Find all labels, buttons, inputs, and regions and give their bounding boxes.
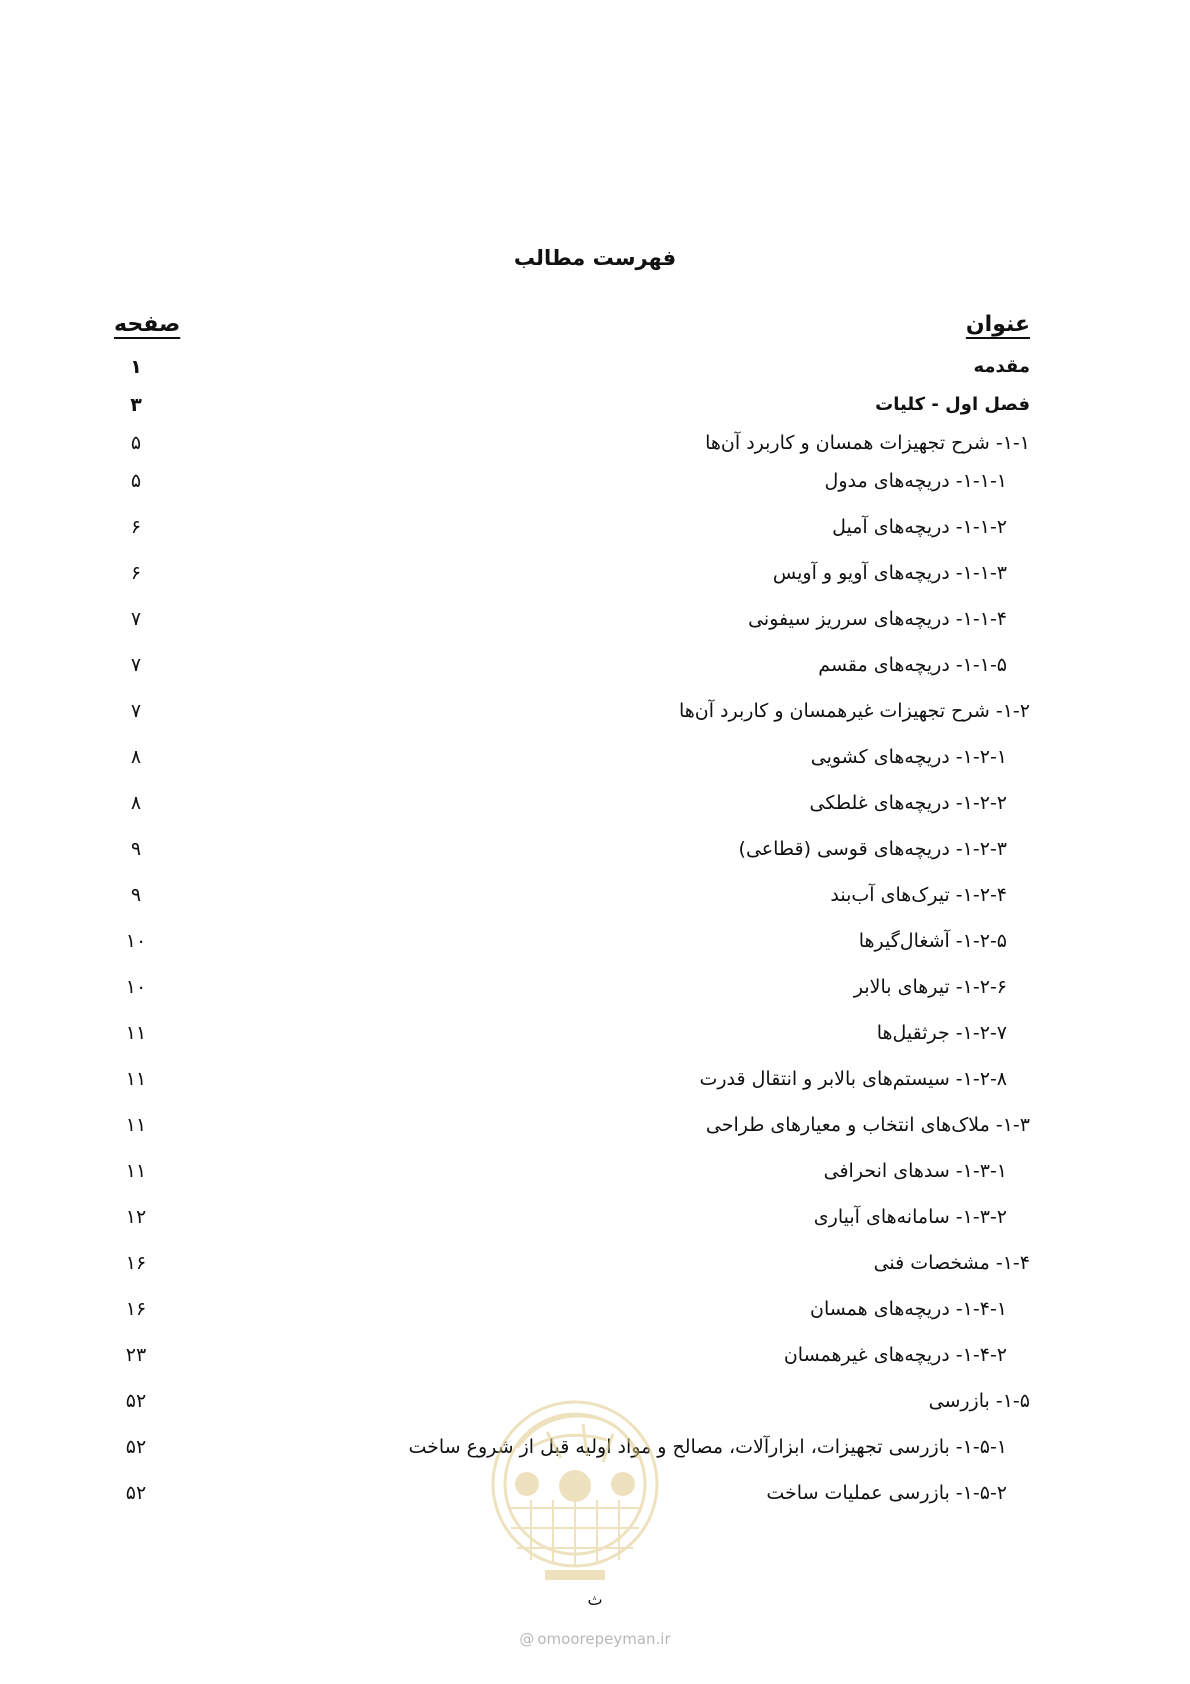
toc-page-number: ۱۱ [125, 1022, 147, 1044]
toc-row[interactable] [0, 470, 1190, 516]
toc-page-number: ۱۶ [125, 1298, 147, 1320]
toc-label: ۱-۱-۳- دریچه‌های آویو و آویس [772, 562, 1007, 584]
page-number: ث [587, 1590, 603, 1609]
toc-label: ۱-۳- ملاک‌های انتخاب و معیارهای طراحی [705, 1114, 1030, 1136]
toc-row[interactable] [0, 1298, 1190, 1344]
toc-label: ۱-۱-۱- دریچه‌های مدول [824, 470, 1007, 492]
toc-row[interactable] [0, 1022, 1190, 1068]
toc-page-number: ۸ [130, 792, 142, 814]
toc-row[interactable] [0, 1068, 1190, 1114]
toc-page-number: ۵ [130, 470, 142, 492]
toc-row[interactable] [0, 746, 1190, 792]
toc-page-number: ۱۱ [125, 1160, 147, 1182]
toc-page-number: ۱۱ [125, 1068, 147, 1090]
toc-page-number: ۱ [130, 356, 142, 378]
toc-row[interactable] [0, 608, 1190, 654]
toc-row[interactable] [0, 1206, 1190, 1252]
column-header-title: عنوان [965, 312, 1030, 337]
toc-label: ۱-۲-۲- دریچه‌های غلطکی [809, 792, 1007, 814]
toc-page-number: ۵۲ [125, 1482, 147, 1504]
toc-page-number: ۳ [130, 394, 142, 416]
toc-row[interactable] [0, 838, 1190, 884]
toc-label: ۱-۲-۷- جرثقیل‌ها [876, 1022, 1007, 1044]
toc-page-number: ۱۱ [125, 1114, 147, 1136]
at-icon: @ [519, 1630, 535, 1648]
toc-row[interactable] [0, 654, 1190, 700]
toc-label: ۱-۲-۵- آشغال‌گیرها [858, 930, 1007, 952]
toc-page-number: ۱۰ [125, 976, 147, 998]
toc-row[interactable] [0, 1114, 1190, 1160]
toc-page-number: ۷ [130, 608, 142, 630]
toc-label: ۱-۵-۱- بازرسی تجهیزات، ابزارآلات، مصالح و مواد اولیه قبل از شروع ساخت [408, 1436, 1007, 1458]
toc-row[interactable] [0, 1160, 1190, 1206]
toc-label: ۱-۱-۴- دریچه‌های سرریز سیفونی [748, 608, 1007, 630]
toc-label: ۱-۳-۲- سامانه‌های آبیاری [813, 1206, 1007, 1228]
toc-page-number: ۹ [130, 838, 142, 860]
toc-label: ۱-۲-۳- دریچه‌های قوسی (قطاعی) [738, 838, 1007, 860]
toc-label: ۱-۱- شرح تجهیزات همسان و کاربرد آن‌ها [705, 432, 1030, 454]
watermark-logo [487, 1388, 663, 1608]
toc-row[interactable] [0, 432, 1190, 470]
toc-label: فصل اول - کلیات [875, 394, 1030, 415]
toc-page-number: ۷ [130, 700, 142, 722]
toc-row[interactable] [0, 792, 1190, 838]
toc-row[interactable] [0, 1344, 1190, 1390]
toc-row[interactable] [0, 1252, 1190, 1298]
toc-page-number: ۱۰ [125, 930, 147, 952]
toc-label: ۱-۵- بازرسی [928, 1390, 1030, 1412]
toc-page-number: ۵۲ [125, 1436, 147, 1458]
toc-label: ۱-۱-۲- دریچه‌های آمیل [832, 516, 1007, 538]
toc-page-number: ۷ [130, 654, 142, 676]
toc-page-number: ۹ [130, 884, 142, 906]
toc-label: ۱-۳-۱- سدهای انحرافی [823, 1160, 1007, 1182]
toc-row[interactable] [0, 930, 1190, 976]
toc-label: ۱-۲-۸- سیستم‌های بالابر و انتقال قدرت [699, 1068, 1007, 1090]
toc-label: ۱-۴- مشخصات فنی [873, 1252, 1030, 1274]
watermark-site [0, 1630, 1190, 1648]
toc-label: ۱-۴-۲- دریچه‌های غیرهمسان [783, 1344, 1007, 1366]
toc-label: ۱-۵-۲- بازرسی عملیات ساخت [766, 1482, 1007, 1504]
toc-page-number: ۵ [130, 432, 142, 454]
toc-row[interactable] [0, 562, 1190, 608]
table-of-contents [0, 356, 1190, 1528]
toc-label: ۱-۴-۱- دریچه‌های همسان [809, 1298, 1007, 1320]
page-title: فهرست مطالب [513, 246, 677, 270]
toc-row[interactable] [0, 356, 1190, 394]
toc-label: ۱-۱-۵- دریچه‌های مقسم [818, 654, 1007, 676]
toc-page-number: ۶ [130, 562, 142, 584]
toc-label: ۱-۲- شرح تجهیزات غیرهمسان و کاربرد آن‌ها [678, 700, 1030, 722]
watermark-site-text: omoorepeyman.ir [537, 1630, 671, 1648]
toc-row[interactable] [0, 884, 1190, 930]
toc-page-number: ۸ [130, 746, 142, 768]
toc-page-number: ۶ [130, 516, 142, 538]
toc-page-number: ۵۲ [125, 1390, 147, 1412]
toc-row[interactable] [0, 516, 1190, 562]
column-header-page: صفحه [114, 312, 181, 337]
toc-label: ۱-۲-۶- تیرهای بالابر [853, 976, 1007, 998]
toc-row[interactable] [0, 700, 1190, 746]
toc-page-number: ۱۶ [125, 1252, 147, 1274]
toc-label: مقدمه [973, 356, 1030, 377]
toc-label: ۱-۲-۴- تیرک‌های آب‌بند [830, 884, 1007, 906]
toc-label: ۱-۲-۱- دریچه‌های کشویی [810, 746, 1007, 768]
toc-page-number: ۲۳ [125, 1344, 147, 1366]
toc-page-number: ۱۲ [125, 1206, 147, 1228]
toc-row[interactable] [0, 976, 1190, 1022]
toc-row[interactable] [0, 394, 1190, 432]
